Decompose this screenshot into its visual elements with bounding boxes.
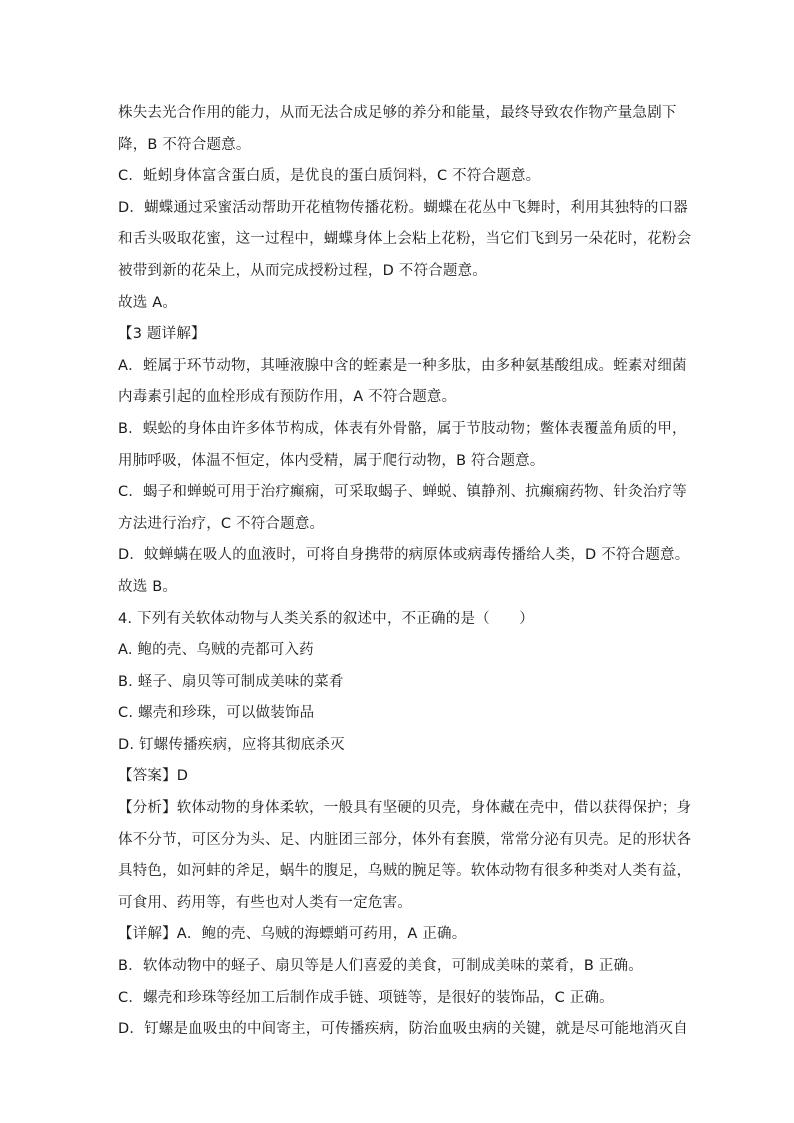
option-a: A. 鲍的壳、乌贼的壳都可入药 (118, 642, 314, 659)
text-line: 故选 A。 (118, 294, 178, 311)
answer-line: 【答案】D (118, 768, 189, 785)
text-line: 株失去光合作用的能力，从而无法合成足够的养分和能量，最终导致农作物产量急剧下 (118, 105, 677, 121)
text-line: A．蛭属于环节动物，其唾液腺中含的蛭素是一种多肽，由多种氨基酸组成。蛭素对细菌 (118, 357, 687, 374)
text-line: 和舌头吸取花蜜，这一过程中，蝴蝶身体上会粘上花粉，当它们飞到另一朵花时，花粉会 (118, 231, 692, 248)
question-stem: 4. 下列有关软体动物与人类关系的叙述中，不正确的是（ ） (118, 610, 534, 627)
section-heading: 【3 题详解】 (118, 326, 206, 343)
text-line: 体不分节，可区分为头、足、内脏团三部分，体外有套膜，常常分泌有贝壳。足的形状各 (118, 831, 692, 848)
document-body (118, 98, 692, 1046)
text-line: 故选 B。 (118, 578, 178, 595)
text-line: B．蜈蚣的身体由许多体节构成，体表有外骨骼，属于节肢动物；鳖体表覆盖角质的甲， (118, 420, 687, 437)
text-line: C．蚯蚓身体富含蛋白质，是优良的蛋白质饲料，C 不符合题意。 (118, 168, 541, 185)
text-line: D．蝴蝶通过采蜜活动帮助开花植物传播花粉。蝴蝶在花丛中飞舞时，利用其独特的口器 (118, 199, 688, 216)
text-line: D．钉螺是血吸虫的中间寄主，可传播疾病，防治血吸虫病的关键，就是尽可能地消灭自 (118, 1021, 688, 1038)
text-line: 被带到新的花朵上，从而完成授粉过程，D 不符合题意。 (118, 262, 487, 279)
text-line: C．蝎子和蝉蜕可用于治疗癫痫，可采取蝎子、蝉蜕、镇静剂、抗癫痫药物、针灸治疗等 (118, 484, 687, 501)
text-line: B．软体动物中的蛏子、扇贝等是人们喜爱的美食，可制成美味的菜肴，B 正确。 (118, 958, 643, 975)
text-line: D．蚊蝉螨在吸人的血液时，可将自身携带的病原体或病毒传播给人类，D 不符合题意。 (118, 547, 690, 564)
text-line: 可食用、药用等，有些也对人类有一定危害。 (118, 894, 412, 911)
text-line: C．螺壳和珍珠等经加工后制作成手链、项链等，是很好的装饰品，C 正确。 (118, 989, 614, 1006)
text-line: 【分析】软体动物的身体柔软，一般具有坚硬的贝壳，身体藏在壳中，借以获得保护；身 (118, 800, 692, 817)
text-line: 用肺呼吸，体温不恒定，体内受精，属于爬行动物，B 符合题意。 (118, 452, 545, 469)
text-line: 降，B 不符合题意。 (118, 136, 251, 153)
option-b: B. 蛏子、扇贝等可制成美味的菜肴 (118, 673, 344, 690)
option-d: D. 钉螺传播疾病，应将其彻底杀灭 (118, 736, 345, 753)
option-c: C. 螺壳和珍珠，可以做装饰品 (118, 705, 315, 722)
text-line: 具特色，如河蚌的斧足，蜗牛的腹足，乌贼的腕足等。软体动物有很多种类对人类有益， (118, 863, 692, 880)
text-line: 内毒素引起的血栓形成有预防作用，A 不符合题意。 (118, 389, 457, 406)
text-line: 方法进行治疗，C 不符合题意。 (118, 515, 325, 532)
text-line: 【详解】A．鲍的壳、乌贼的海螵蛸可药用，A 正确。 (118, 926, 467, 943)
